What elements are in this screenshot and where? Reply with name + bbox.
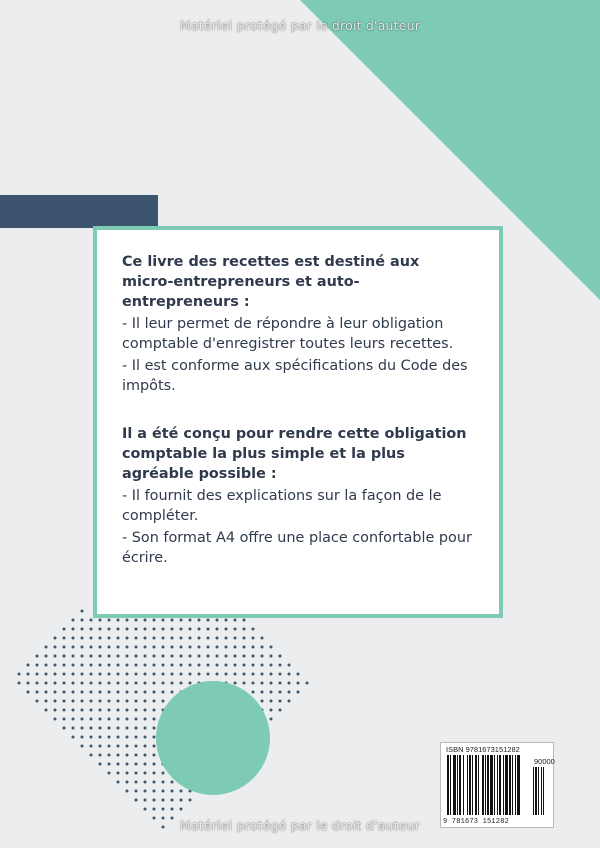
purpose-heading: Il a été conçu pour rendre cette obligation comptable la plus simple et la plus agréable possible :	[122, 426, 467, 482]
intro-heading: Ce livre des recettes est destiné aux micro-entrepreneurs et auto-entrepreneurs :	[122, 254, 420, 310]
intro-bullet-1: - Il leur permet de répondre à leur obligation comptable d'enregistrer toutes leurs recettes.	[122, 316, 454, 352]
isbn-label: ISBN 9781673151282	[446, 745, 520, 754]
price-code: 90000	[534, 757, 555, 766]
navy-bar	[0, 195, 158, 228]
isbn-barcode	[440, 742, 554, 828]
watermark-top: Matériel protégé par le droit d'auteur	[179, 18, 421, 33]
teal-circle	[156, 681, 270, 795]
watermark-bottom: Matériel protégé par le droit d'auteur	[179, 818, 421, 833]
purpose-bullet-2: - Son format A4 offre une place confortable pour écrire.	[122, 530, 472, 566]
isbn-digits: 9 781673 151282	[443, 818, 510, 826]
purpose-bullet-1: - Il fournit des explications sur la façon de le compléter.	[122, 488, 442, 524]
intro-bullet-2: - Il est conforme aux spécifications du Code des impôts.	[122, 358, 468, 394]
barcode-bars	[447, 755, 549, 817]
description-box	[93, 226, 503, 618]
